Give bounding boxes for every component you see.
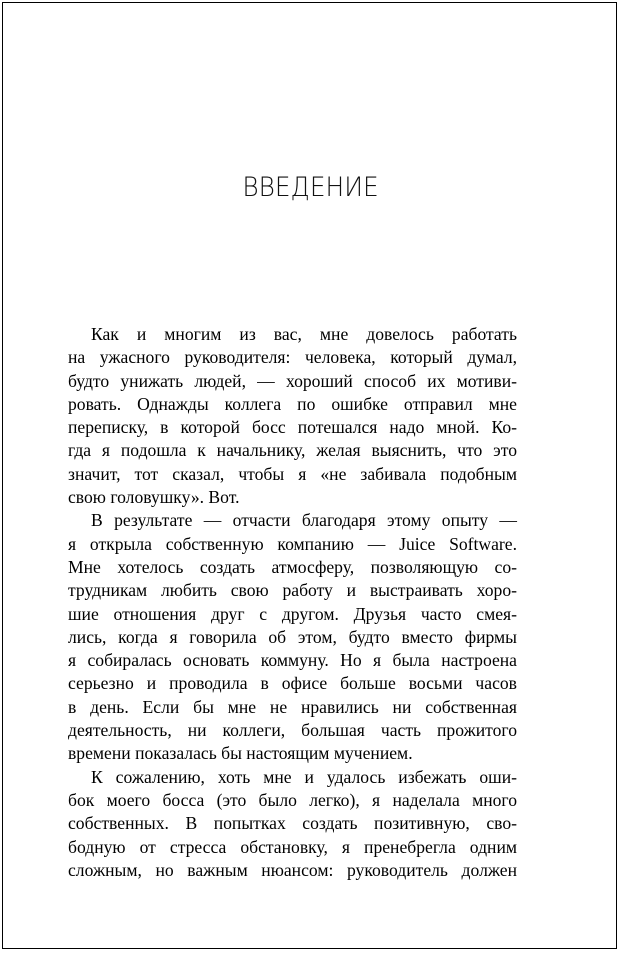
- text-line: в день. Если бы мне не нравились ни собственная: [68, 696, 517, 717]
- text-line: переписку, в которой босс потешался надо мной. Ко-: [68, 417, 517, 438]
- text-line: сложным, но важным нюансом: руководитель должен: [68, 859, 517, 880]
- text-line: бок моего босса (это было легко), я наделала много: [68, 789, 517, 810]
- chapter-body: [68, 323, 517, 882]
- paragraph: [68, 509, 517, 765]
- text-line: К сожалению, хоть мне и удалось избежать оши-: [91, 766, 517, 787]
- text-line: будто унижать людей, — хороший способ их мотиви-: [68, 370, 517, 391]
- text-line: трудникам любить свою работу и выстраивать хоро-: [68, 580, 517, 601]
- paragraph: [68, 323, 517, 509]
- text-line: времени показалась бы настоящим мучением.: [68, 743, 413, 764]
- text-line: Мне хотелось создать атмосферу, позволяющую со-: [68, 556, 517, 577]
- text-line: деятельность, ни коллеги, большая часть прожитого: [68, 720, 517, 741]
- text-line: серьезно и проводила в офисе больше восьми часов: [68, 673, 517, 694]
- paragraph: [68, 766, 517, 882]
- text-line: ровать. Однажды коллега по ошибке отправил мне: [68, 393, 517, 414]
- text-line: свою головушку». Вот.: [68, 487, 240, 508]
- text-line: бодную от стресса обстановку, я пренебрегла одним: [68, 836, 517, 857]
- text-line: я открыла собственную компанию — Juice Software.: [68, 533, 517, 554]
- text-line: В результате — отчасти благодаря этому опыту —: [91, 510, 517, 531]
- text-line: собственных. В попытках создать позитивную, сво-: [68, 813, 517, 834]
- text-line: шие отношения друг с другом. Друзья часто смея-: [68, 603, 517, 624]
- text-line: значит, тот сказал, чтобы я «не забивала подобным: [68, 463, 517, 484]
- text-line: Как и многим из вас, мне довелось работать: [91, 324, 517, 344]
- text-line: на ужасного руководителя: человека, который думал,: [68, 347, 517, 368]
- text-line: лись, когда я говорила об этом, будто вместо фирмы: [68, 626, 517, 647]
- text-line: гда я подошла к начальнику, желая выяснить, что это: [68, 440, 517, 461]
- text-line: я собиралась основать коммуну. Но я была настроена: [68, 650, 517, 671]
- chapter-title: ВВЕДЕНИЕ: [242, 172, 379, 203]
